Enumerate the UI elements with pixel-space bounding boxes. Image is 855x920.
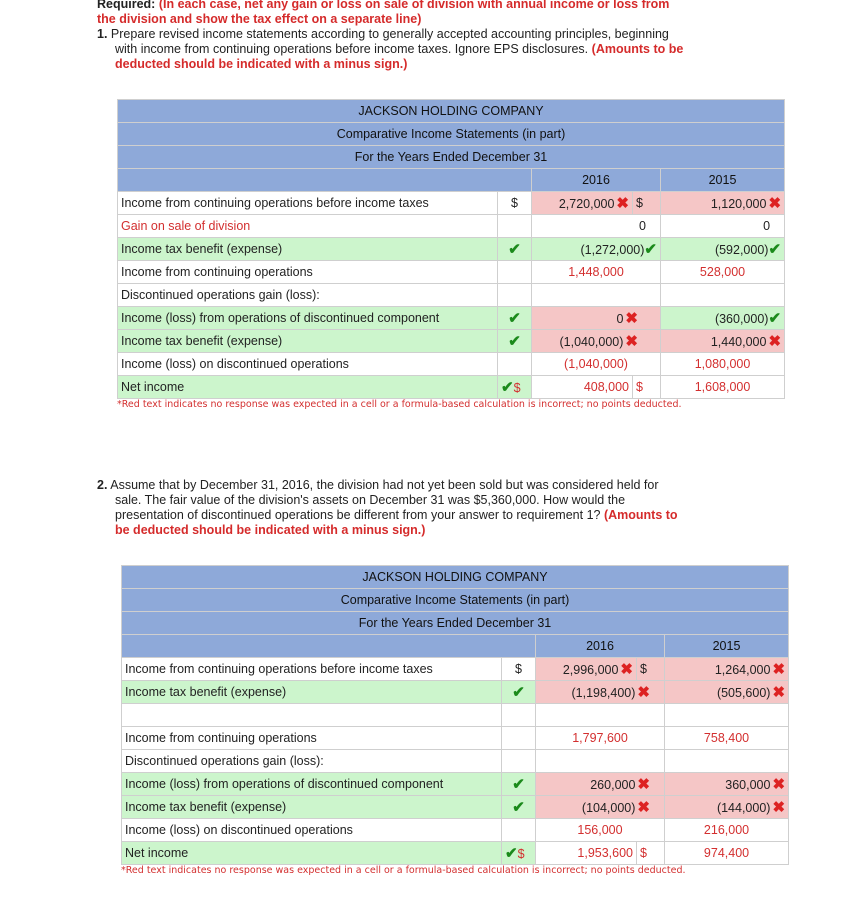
row-label: Discontinued operations gain (loss): — [118, 284, 498, 307]
correct-icon: ✔ — [501, 379, 514, 396]
table2-col-2016: 2016 — [536, 635, 665, 658]
correct-icon: ✔ — [512, 776, 525, 793]
amount-2016-input[interactable]: 0 — [532, 215, 661, 238]
amount-2016-input[interactable] — [536, 704, 665, 727]
table-row — [122, 819, 789, 842]
amount-2016-value: 408,000 — [532, 376, 633, 399]
dollar-sign: $ — [633, 192, 661, 215]
required-instructions — [97, 0, 737, 72]
q2-number: 2. — [97, 478, 108, 492]
row-label-select[interactable]: Net income — [122, 842, 502, 865]
q1-line3: deducted should be indicated with a minus sign.) — [115, 57, 408, 71]
incorrect-icon: ✖ — [772, 684, 786, 701]
required-text-2: the division and show the tax effect on a separate line) — [97, 12, 422, 26]
row-label: Income (loss) on discontinued operations — [122, 819, 502, 842]
row-label: Income from continuing operations before income taxes — [122, 658, 502, 681]
row-label: Income from continuing operations — [118, 261, 498, 284]
incorrect-icon: ✖ — [616, 195, 629, 212]
table2-subtitle: Comparative Income Statements (in part) — [122, 589, 789, 612]
dollar-sign: $ — [637, 658, 665, 681]
amount-2016-input[interactable]: 260,000 ✖ — [536, 773, 665, 796]
row-label-select[interactable] — [122, 704, 502, 727]
incorrect-icon: ✖ — [772, 799, 786, 816]
table-row — [118, 192, 785, 215]
table-row — [122, 658, 789, 681]
table-row — [122, 704, 789, 727]
row-label-select[interactable]: Income tax benefit (expense) — [122, 681, 502, 704]
row-label: Income (loss) on discontinued operations — [118, 353, 498, 376]
amount-2015-input[interactable]: (360,000)✔ — [661, 307, 785, 330]
amount-2015-value: 216,000 — [665, 819, 789, 842]
amount-2016-input[interactable]: 2,996,000 ✖ — [536, 658, 637, 681]
q2-line1: Assume that by December 31, 2016, the division had not yet been sold but was considered held for — [110, 478, 659, 492]
incorrect-icon: ✖ — [620, 661, 633, 678]
amount-2015-input[interactable] — [665, 704, 789, 727]
incorrect-icon: ✖ — [637, 799, 650, 816]
amount-2016-input[interactable]: 0 ✖ — [532, 307, 661, 330]
amount-2016-input[interactable]: (1,198,400) ✖ — [536, 681, 665, 704]
incorrect-icon: ✖ — [625, 333, 638, 350]
table-row — [122, 750, 789, 773]
table1-col-2015: 2015 — [661, 169, 785, 192]
incorrect-icon: ✖ — [768, 333, 782, 350]
correct-icon: ✔ — [512, 684, 525, 701]
amount-2015-value: 758,400 — [665, 727, 789, 750]
table-row — [122, 842, 789, 865]
amount-2016-value: 156,000 — [536, 819, 665, 842]
correct-icon: ✔ — [508, 241, 521, 258]
row-label: Gain on sale of division — [118, 215, 498, 238]
amount-2015-input[interactable]: 0 — [661, 215, 785, 238]
table2-note: *Red text indicates no response was expected in a cell or a formula-based calculation is incorrect; no points deducted. — [121, 865, 686, 876]
q2-line3: presentation of discontinued operations be different from your answer to requirement 1? — [115, 508, 601, 522]
dollar-sign: $ — [502, 658, 536, 681]
table-row — [118, 353, 785, 376]
q2-line4: be deducted should be indicated with a minus sign.) — [115, 523, 426, 537]
q1-line1: Prepare revised income statements according to generally accepted accounting principles, beginning — [110, 27, 669, 41]
incorrect-icon: ✖ — [772, 661, 786, 678]
correct-icon: ✔ — [508, 333, 521, 350]
table1-company: JACKSON HOLDING COMPANY — [118, 100, 785, 123]
required-text-1: (In each case, net any gain or loss on sale of division with annual income or loss from — [158, 0, 670, 11]
table2-header-blank — [122, 635, 536, 658]
correct-icon: ✔ — [508, 310, 521, 327]
row-label-select[interactable]: Income tax benefit (expense) — [118, 238, 498, 261]
row-label: Income from continuing operations — [122, 727, 502, 750]
amount-2016-value: 1,448,000 — [532, 261, 661, 284]
dollar-sign: $ — [513, 381, 521, 395]
table2-company: JACKSON HOLDING COMPANY — [122, 566, 789, 589]
row-label-select[interactable]: Income tax benefit (expense) — [118, 330, 498, 353]
table1-col-2016: 2016 — [532, 169, 661, 192]
table-row — [122, 681, 789, 704]
table-row — [122, 773, 789, 796]
table2-col-2015: 2015 — [665, 635, 789, 658]
dollar-sign: $ — [637, 842, 665, 865]
amount-2016-input[interactable]: 2,720,000 ✖ — [532, 192, 633, 215]
row-label-select[interactable]: Income (loss) from operations of discontinued component — [118, 307, 498, 330]
amount-2015-value: 528,000 — [661, 261, 785, 284]
incorrect-icon: ✖ — [625, 310, 638, 327]
incorrect-icon: ✖ — [637, 776, 650, 793]
amount-2016-input[interactable]: (1,040,000) ✖ — [532, 330, 661, 353]
amount-2016-input[interactable]: (1,272,000)✔ — [532, 238, 661, 261]
table-row — [118, 284, 785, 307]
incorrect-icon: ✖ — [637, 684, 650, 701]
amount-2015-value: 1,608,000 — [661, 376, 785, 399]
income-statement-table-1 — [117, 99, 785, 399]
table-row — [118, 238, 785, 261]
amount-2016-value: 1,953,600 — [536, 842, 637, 865]
amount-2015-input[interactable]: (144,000) ✖ — [665, 796, 789, 819]
row-label: Discontinued operations gain (loss): — [122, 750, 502, 773]
amount-2015-input[interactable]: (592,000)✔ — [661, 238, 785, 261]
dollar-sign: $ — [633, 376, 661, 399]
amount-2015-input[interactable]: (505,600) ✖ — [665, 681, 789, 704]
table1-subtitle: Comparative Income Statements (in part) — [118, 123, 785, 146]
table-row — [118, 330, 785, 353]
amount-2015-value: 1,080,000 — [661, 353, 785, 376]
table-row — [118, 307, 785, 330]
incorrect-icon: ✖ — [772, 776, 786, 793]
table1-period: For the Years Ended December 31 — [118, 146, 785, 169]
table-row — [118, 215, 785, 238]
q1-line2-red: (Amounts to be — [591, 42, 684, 56]
table1-header-blank — [118, 169, 532, 192]
dollar-sign: $ — [517, 847, 525, 861]
q1-number: 1. — [97, 27, 108, 41]
table-row — [118, 376, 785, 399]
row-label-select[interactable]: Income (loss) from operations of discontinued component — [122, 773, 502, 796]
amount-2016-input[interactable]: (104,000) ✖ — [536, 796, 665, 819]
q2-instructions — [97, 478, 727, 538]
row-label: Income from continuing operations before income taxes — [118, 192, 498, 215]
incorrect-icon: ✖ — [768, 195, 782, 212]
dollar-sign: $ — [498, 192, 532, 215]
amount-2015-input[interactable]: 360,000 ✖ — [665, 773, 789, 796]
correct-icon: ✔ — [768, 241, 782, 258]
table2-period: For the Years Ended December 31 — [122, 612, 789, 635]
correct-icon: ✔ — [644, 241, 657, 258]
row-label-select[interactable]: Net income — [118, 376, 498, 399]
amount-2015-input[interactable]: 1,264,000 ✖ — [665, 658, 789, 681]
q2-line3-red: (Amounts to — [603, 508, 678, 522]
table1-note: *Red text indicates no response was expected in a cell or a formula-based calculation is incorrect; no points deducted. — [117, 399, 682, 410]
correct-icon: ✔ — [505, 845, 518, 862]
correct-icon: ✔ — [768, 310, 782, 327]
row-label-select[interactable]: Income tax benefit (expense) — [122, 796, 502, 819]
amount-2015-value: 974,400 — [665, 842, 789, 865]
amount-2016-value: 1,797,600 — [536, 727, 665, 750]
amount-2016-value: (1,040,000) — [532, 353, 661, 376]
required-label: Required: — [97, 0, 156, 11]
table-row — [122, 727, 789, 750]
income-statement-table-2 — [121, 565, 789, 865]
q1-line2: with income from continuing operations before income taxes. Ignore EPS disclosures. — [115, 42, 589, 56]
table-row — [118, 261, 785, 284]
amount-2015-input[interactable]: 1,440,000 ✖ — [661, 330, 785, 353]
amount-2015-input[interactable]: 1,120,000 ✖ — [661, 192, 785, 215]
correct-icon: ✔ — [512, 799, 525, 816]
table-row — [122, 796, 789, 819]
q2-line2: sale. The fair value of the division's assets on December 31 was $5,360,000. How would the — [115, 493, 626, 507]
